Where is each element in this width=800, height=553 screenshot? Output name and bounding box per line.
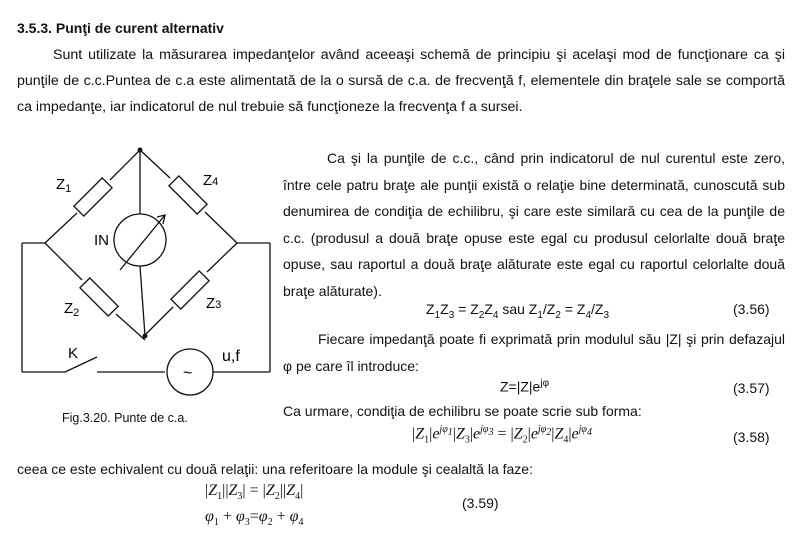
label-z2: $Z_2$: [64, 300, 80, 319]
equation-number-3-58: (3.58): [733, 429, 770, 445]
wire-left-upper: [45, 213, 77, 243]
paragraph-modulus-text: Fiecare impedanţă poate fi exprimată prin modulul său |Z| şi prin defazajul φ pe care îl introduce:: [283, 331, 785, 374]
equation-number-3-57: (3.57): [733, 380, 770, 396]
paragraph-modulus: [283, 326, 785, 379]
label-z1: $Z_1$: [56, 176, 72, 195]
label-in: IN: [94, 232, 109, 249]
paragraph-condition: Ca urmare, condiţia de echilibru se poate scrie sub forma:: [283, 403, 642, 419]
wire-indicator-bottom: [140, 266, 145, 336]
label-z3: Z3: [206, 295, 222, 312]
figure-caption: Fig.3.20. Punte de c.a.: [62, 411, 188, 425]
wire-bottom-right: [145, 307, 173, 335]
paragraph-balance: [283, 145, 785, 304]
wire-right-lower: [207, 243, 237, 272]
equation-3-59-phases: $\varphi_1 + \varphi_3=\varphi_2 + \varphi_4$: [205, 508, 304, 529]
wire-top-right: [140, 150, 170, 178]
ac-symbol: ~: [183, 365, 193, 382]
equation-3-56: $Z_1Z_3 = Z_2Z_4$ sau $Z_1/Z_2 = Z_4/Z_3$: [426, 301, 610, 321]
label-uf: u,f: [222, 348, 240, 365]
impedance-z2: [80, 278, 118, 316]
paragraph-intro: [17, 42, 785, 120]
equation-3-57: $Z=|Z|e^{j\varphi}$: [500, 378, 550, 395]
impedance-z1: [74, 178, 112, 216]
bridge-circuit-figure: [0, 140, 280, 400]
indicator-arrow: [120, 215, 165, 270]
paragraph-balance-text: Ca şi la punţile de c.c., când prin indicatorul de nul curentul este zero, între cele patru braţe ale punţii există o relaţie bine determinată, cunoscută sub denumirea de condiţia de echilibru, şi care este similară cu cea de la punţile de c.c. (produsul a două braţe opuse este egal cu produsul celorlalte două braţe opuse, sau raportul a două braţe alăturate este egal cu raportul celorlalte două braţe alăturate).: [283, 150, 785, 299]
equation-number-3-59: (3.59): [462, 495, 499, 511]
paragraph-relations: ceea ce este echivalent cu două relaţii: una referitoare la module şi cealaltă la faze:: [17, 461, 533, 477]
equation-3-59-modules: $|Z_1||Z_3| = |Z_2||Z_4|$: [205, 482, 304, 503]
wire-left-lower: [45, 243, 82, 280]
label-k: K: [68, 345, 79, 362]
null-indicator-circle: [114, 214, 166, 266]
wire-bottom-left: [116, 314, 145, 340]
impedance-z3: [171, 271, 209, 309]
label-z4: Z4: [203, 172, 219, 189]
wire-right-upper: [205, 212, 237, 243]
wire-top-left: [110, 150, 140, 180]
equation-3-58: $|Z_1|e^{j\varphi_1}|Z_3|e^{j\varphi_3} = |Z_2|e^{j\varphi_2}|Z_4|e^{j\varphi_4}$: [412, 424, 592, 446]
impedance-z4: [169, 176, 207, 214]
equation-number-3-56: (3.56): [733, 301, 770, 317]
section-title: 3.5.3. Punţi de curent alternativ: [17, 20, 224, 36]
paragraph-intro-text: Sunt utilizate la măsurarea impedanţelor având aceeaşi schemă de principiu şi acelaşi mod de funcţionare ca şi punţile de c.c.Puntea de c.a este alimentată de la o sursă de c.a. de frecvenţă f, elementele din braţele sale se comportă ca impedanţe, iar indicatorul de nul trebuie să funcţioneze la frecvenţa f a sursei.: [17, 47, 785, 115]
